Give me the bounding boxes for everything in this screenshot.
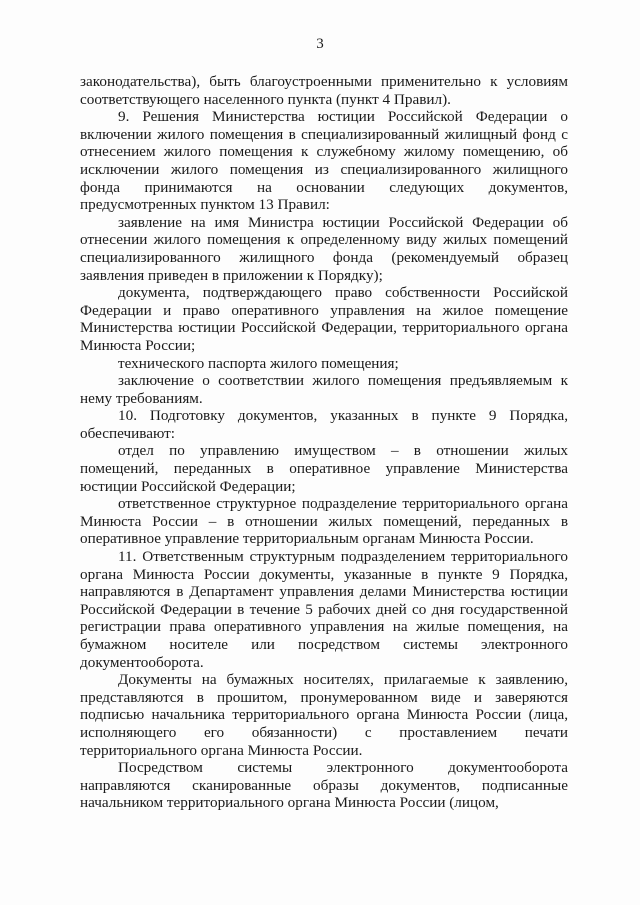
- paragraph: документа, подтверждающего право собственности Российской Федерации и право оперативного управления на жилое помещение Министерства юстиции Российской Федерации, территориального органа Минюста России;: [80, 284, 568, 354]
- paragraph: 11. Ответственным структурным подразделением территориального органа Минюста России документы, указанные в пункте 9 Порядка, направляются в Департамент управления делами Министерства юстиции Российской Федерации в течение 5 рабочих дней со дня государственной регистрации права оперативного управления на жилые помещения, на бумажном носителе или посредством системы электронного документооборота.: [80, 548, 568, 671]
- paragraph: 9. Решения Министерства юстиции Российской Федерации о включении жилого помещения в специализированный жилищный фонд с отнесением жилого помещения к служебному жилому помещению, об исключении жилого помещения из специализированного жилищного фонда принимаются на основании следующих документов, предусмотренных пунктом 13 Правил:: [80, 108, 568, 214]
- paragraph: технического паспорта жилого помещения;: [118, 354, 399, 372]
- paragraph: заявление на имя Министра юстиции Российской Федерации об отнесении жилого помещения к определенному виду жилых помещений специализированного жилищного фонда (рекомендуемый образец заявления приведен в приложении к Порядку);: [80, 213, 568, 284]
- document-body: [80, 73, 568, 812]
- paragraph: заключение о соответствии жилого помещения предъявляемым к нему требованиям.: [80, 372, 568, 407]
- paragraph: ответственное структурное подразделение территориального органа Минюста России – в отношении жилых помещений, переданных в оперативное управление территориальным органам Минюста России.: [80, 495, 568, 548]
- page-number: 3: [316, 36, 324, 52]
- paragraph: отдел по управлению имуществом – в отношении жилых помещений, переданных в оперативное управление Министерства юстиции Российской Федерации;: [80, 442, 568, 495]
- paragraph: 10. Подготовку документов, указанных в пункте 9 Порядка, обеспечивают:: [80, 407, 568, 442]
- paragraph: законодательства), быть благоустроенными применительно к условиям соответствующего населенного пункта (пункт 4 Правил).: [80, 73, 568, 108]
- paragraph: Посредством системы электронного документооборота направляются сканированные образы документов, подписанные начальником территориального органа Минюста России (лицом,: [80, 759, 568, 812]
- paragraph: Документы на бумажных носителях, прилагаемые к заявлению, представляются в прошитом, пронумерованном виде и заверяются подписью начальника территориального органа Минюста России (лица, исполняющего его обязанности) с проставлением печати территориального органа Минюста России.: [80, 671, 568, 759]
